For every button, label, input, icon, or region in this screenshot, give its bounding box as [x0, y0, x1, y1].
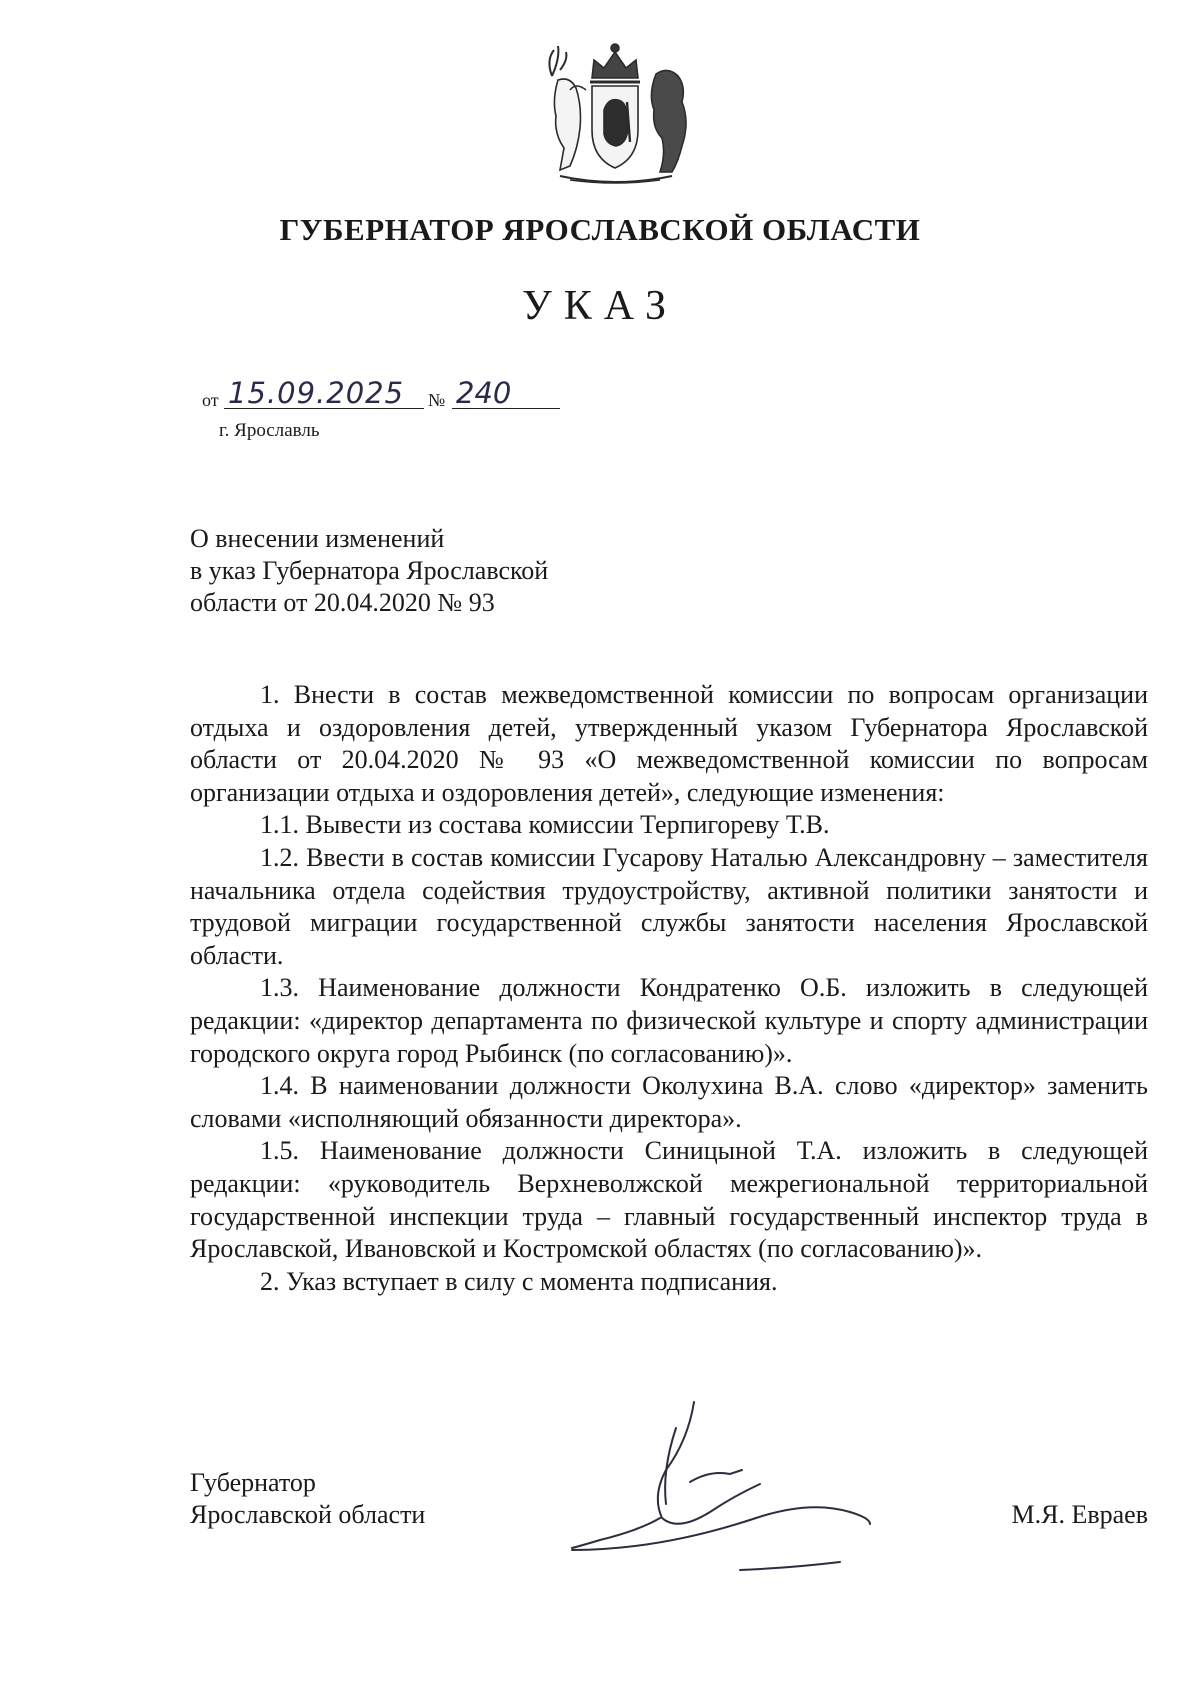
document-type: УКАЗ [521, 283, 679, 329]
subject-line: О внесении изменений [190, 524, 445, 553]
issue-city: г. Ярославль [219, 420, 320, 441]
date-prefix: от [202, 390, 219, 410]
position-line: Губернатор [190, 1468, 316, 1497]
date-number-line [202, 378, 562, 418]
coat-of-arms-icon [530, 30, 700, 190]
signatory-position [190, 1467, 425, 1531]
position-line: Ярославской области [190, 1500, 426, 1529]
handwritten-signature-icon [570, 1400, 930, 1580]
number-label: № [428, 390, 446, 410]
paragraph-1-2: 1.2. Ввести в состав комиссии Гусарову Наталью Александровну – заместителя начальника отдела содействия трудоустройству, активной политики занятости и трудовой миграции государственной службы занятости населения Ярославской области. [190, 842, 1148, 970]
issuing-authority: ГУБЕРНАТОР ЯРОСЛАВСКОЙ ОБЛАСТИ [279, 212, 921, 247]
paragraph-1-5: 1.5. Наименование должности Синицыной Т.А. изложить в следующей редакции: «руководитель Верхневолжской межрегиональной территориальной государственной инспекции труда – главный государственный инспектор труда в Ярославской, Ивановской и Костромской областях (по согласованию)». [190, 1136, 1148, 1264]
paragraph-1-4: 1.4. В наименовании должности Околухина В.А. слово «директор» заменить словами «исполняющий обязанности директора». [190, 1071, 1148, 1133]
subject-line: области от 20.04.2020 № 93 [190, 588, 495, 617]
document-body [190, 679, 1148, 1298]
paragraph-1-1: 1.1. Вывести из состава комиссии Терпигореву Т.В. [260, 810, 830, 840]
signatory-name: М.Я. Евраев [1011, 1500, 1148, 1529]
paragraph-1-3: 1.3. Наименование должности Кондратенко О.Б. изложить в следующей редакции: «директор департамента по физической культуре и спорту администрации городского округа город Рыбинск (по согласованию)». [190, 973, 1148, 1068]
paragraph-2: 2. Указ вступает в силу с момента подписания. [260, 1266, 778, 1296]
document-subject [190, 523, 548, 619]
subject-line: в указ Губернатора Ярославской [190, 556, 549, 585]
paragraph-1: 1. Внести в состав межведомственной комиссии по вопросам организации отдыха и оздоровления детей, утвержденный указом Губернатора Ярославской области от 20.04.2020 № 93 «О межведомственной комиссии по вопросам организации отдыха и оздоровления детей», следующие изменения: [190, 680, 1148, 807]
document-number: 240 [452, 378, 560, 409]
document-date: 15.09.2025 [224, 378, 424, 409]
